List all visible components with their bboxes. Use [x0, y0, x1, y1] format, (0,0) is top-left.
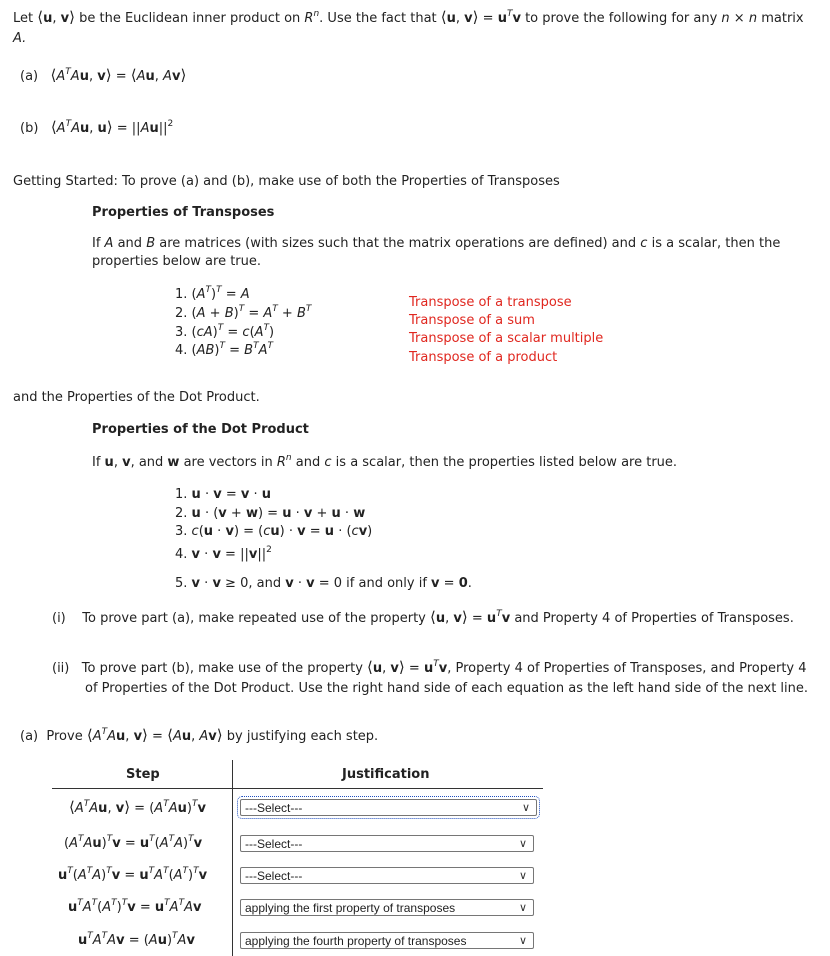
- transpose-name-1: Transpose of a transpose: [409, 295, 572, 310]
- step-4: $u^TA^T(A^T)^Tv = u^TA^TAv$: [68, 897, 202, 915]
- transpose-property-1: 1. $(A^T)^T = A$: [175, 284, 250, 302]
- part-a-statement: (a) $⟨A^TAu$, v⟩ = ⟨Au, Av⟩: [20, 66, 187, 84]
- justification-select-4[interactable]: [240, 899, 534, 916]
- table-divider-horizontal: [52, 788, 543, 789]
- transpose-name-3: Transpose of a scalar multiple: [409, 331, 604, 346]
- chevron-down-icon: ∨: [518, 838, 527, 850]
- and-dot-product: and the Properties of the Dot Product.: [13, 390, 260, 405]
- justification-select-2[interactable]: [240, 835, 534, 852]
- dot-property-4: 4. $v \cdot v = ||v||^2$: [175, 544, 272, 562]
- part-b-statement: (b) $⟨A^TAu$, u⟩ = $||Au||^2$: [20, 118, 174, 136]
- transpose-name-4: Transpose of a product: [409, 350, 558, 365]
- transpose-name-2: Transpose of a sum: [409, 313, 535, 328]
- select-value: ---Select---: [245, 869, 303, 883]
- transpose-property-2: 2. $(A + B)^T = A^T + B^T$: [175, 303, 312, 321]
- dot-property-2: 2. u · (v + w) = u · v + u · w: [175, 506, 366, 521]
- dot-property-5: 5. v · v ≥ 0, and v · v = 0 if and only if v = 0.: [175, 576, 472, 591]
- getting-started: Getting Started: To prove (a) and (b), make use of both the Properties of Transposes: [13, 174, 560, 189]
- chevron-down-icon: ∨: [518, 902, 527, 914]
- select-value: applying the first property of transposes: [245, 901, 456, 915]
- hint-ii: (ii) To prove part (b), make use of the property ⟨u, v⟩ = $u^Tv$, Property 4 of Properties of Transposes, and Property 4: [52, 658, 807, 676]
- intro-line-2: A.: [13, 31, 27, 46]
- step-2: $(A^TAu)^Tv = u^T(A^TA)^Tv$: [64, 833, 203, 851]
- dot-heading: Properties of the Dot Product: [92, 422, 309, 437]
- step-3: $u^T(A^TA)^Tv = u^TA^T(A^T)^Tv$: [58, 865, 208, 883]
- hint-ii-line2: of Properties of the Dot Product. Use the right hand side of each equation as the left hand side of the next line.: [85, 681, 809, 696]
- hint-i: (i) To prove part (a), make repeated use of the property ⟨u, v⟩ = $u^Tv$ and Property 4 of Properties of Transposes.: [52, 608, 794, 626]
- intro-line-1: Let ⟨u, v⟩ be the Euclidean inner product on $R^n$. Use the fact that ⟨u, v⟩ = $u^Tv$ to prove the following for any n × n matrix: [13, 8, 804, 26]
- table-header-justification: Justification: [342, 767, 430, 782]
- select-value: applying the fourth property of transposes: [245, 934, 467, 948]
- dot-desc: If u, v, and w are vectors in $R^n$ and c is a scalar, then the properties listed below are true.: [92, 452, 678, 470]
- dot-property-1: 1. u · v = v · u: [175, 487, 272, 502]
- prove-a-instruction: (a) Prove $⟨A^TAu$, v⟩ = ⟨Au, Av⟩ by justifying each step.: [20, 726, 379, 744]
- chevron-down-icon: ∨: [518, 935, 527, 947]
- table-header-step: Step: [126, 767, 160, 782]
- transpose-property-3: 3. $(cA)^T = c(A^T)$: [175, 322, 275, 340]
- chevron-down-icon: ∨: [521, 802, 530, 814]
- step-5: $u^TA^TAv = (Au)^TAv$: [78, 930, 195, 948]
- justification-select-3[interactable]: [240, 867, 534, 884]
- step-1: $⟨A^TAu$, v⟩ = $(A^TAu)^Tv$: [69, 798, 206, 816]
- dot-property-3: 3. c(u · v) = (cu) · v = u · (cv): [175, 524, 373, 539]
- select-value: ---Select---: [245, 801, 303, 815]
- transposes-heading: Properties of Transposes: [92, 205, 275, 220]
- transpose-property-4: 4. $(AB)^T = B^TA^T$: [175, 340, 273, 358]
- table-divider-vertical: [232, 760, 233, 956]
- transposes-desc-line1: If A and B are matrices (with sizes such that the matrix operations are defined) and c is a scalar, then the: [92, 236, 781, 251]
- justification-select-1[interactable]: [240, 799, 537, 816]
- transposes-desc-line2: properties below are true.: [92, 254, 262, 269]
- justification-select-5[interactable]: [240, 932, 534, 949]
- chevron-down-icon: ∨: [518, 870, 527, 882]
- select-value: ---Select---: [245, 837, 303, 851]
